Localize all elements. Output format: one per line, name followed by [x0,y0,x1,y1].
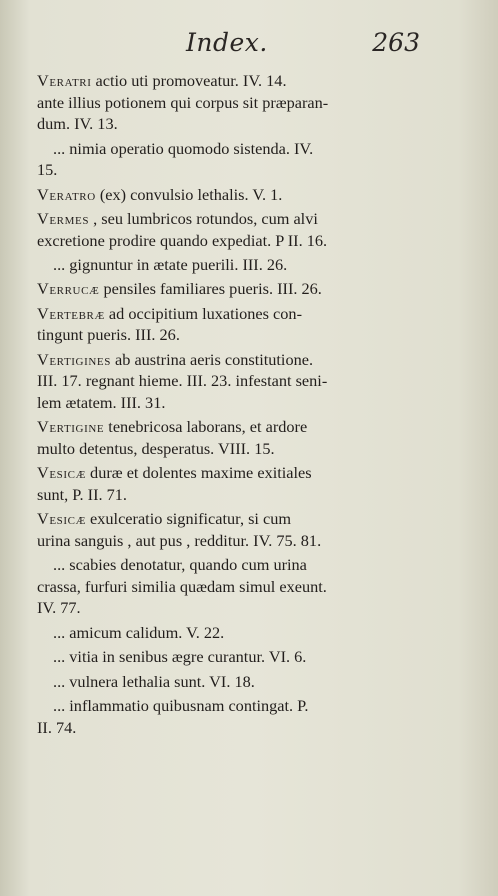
index-entry-line: IV. 77. [37,598,81,618]
headword: Verrucæ [37,279,100,299]
index-entry-line: ... nimia operatio quomodo sistenda. IV. [53,138,314,158]
index-entry-line: ... gignuntur in ætate puerili. III. 26. [53,254,288,274]
index-entry-line: Vertebræ ad occipitium luxationes con- [37,303,302,323]
index-entry-line: ... scabies denotatur, quando cum urina [53,555,307,575]
index-entry-line: Veratri actio uti promoveatur. IV. 14. [37,71,287,90]
index-entry-line: III. 17. regnant hieme. III. 23. infestant seni- [37,371,328,391]
index-entry [37,303,421,346]
index-entry-line: tingunt pueris. III. 26. [37,325,180,345]
index-entry-line: Verrucæ pensiles familiares pueris. III. 26. [37,279,322,299]
index-entry [37,622,421,644]
page-header [186,28,420,64]
headword: Veratro [37,184,96,204]
index-entry [37,554,421,619]
index-entry-line: multo detentus, desperatus. VIII. 15. [37,438,275,458]
index-entry-line: Veratro (ex) convulsio lethalis. V. 1. [37,184,283,204]
index-entry [37,508,421,551]
index-entry-line: excretione prodire quando expediat. P II. 16. [37,230,328,250]
index-entry-line: lem ætatem. III. 31. [37,392,166,412]
headword: Vertigine [37,417,105,437]
index-entry [37,671,421,693]
index-entry [37,462,421,505]
index-entry [37,184,421,206]
index-entry-line: crassa, furfuri similia quædam simul exeunt. [37,576,327,596]
page-number: 263 [372,28,420,57]
index-entry-line: Vertigines ab austrina aeris constitutione. [37,349,314,369]
index-entry-line: 15. [37,160,58,180]
index-entry [37,208,421,251]
headword: Vesicæ [37,463,86,483]
index-entry-line: ... amicum calidum. V. 22. [53,622,225,642]
index-entry-line: Vesicæ duræ et dolentes maxime exitiales [37,463,312,483]
index-entry [37,278,421,300]
index-entry [37,646,421,668]
index-entry-line: Vermes , seu lumbricos rotundos, cum alvi [37,208,318,228]
index-entry-line: II. 74. [37,717,77,737]
index-entry-line: ante illius potionem qui corpus sit præparan- [37,92,329,112]
index-entry-line: Vertigine tenebricosa laborans, et ardore [37,417,308,437]
index-entry-line: sunt, P. II. 71. [37,484,128,504]
index-entry-line: ... inflammatio quibusnam contingat. P. [53,695,309,715]
running-title: Index. [186,28,268,57]
index-entry [37,416,421,459]
headword: Vesicæ [37,509,86,529]
index-entries [37,70,421,741]
headword: Veratri [37,71,92,90]
index-entry [37,695,421,738]
index-entry [37,254,421,276]
headword: Vertigines [37,349,111,369]
index-entry-line: urina sanguis , aut pus , redditur. IV. 75. 81. [37,530,322,550]
headword: Vermes [37,208,90,228]
headword: Vertebræ [37,303,105,323]
index-entry-line: Vesicæ exulceratio significatur, si cum [37,509,292,529]
index-entry [37,138,421,181]
index-entry-line: ... vulnera lethalia sunt. VI. 18. [53,671,255,691]
index-entry-line: ... vitia in senibus ægre curantur. VI. 6. [53,647,307,667]
index-entry [37,349,421,414]
index-entry [37,70,421,135]
index-entry-line: dum. IV. 13. [37,114,118,134]
